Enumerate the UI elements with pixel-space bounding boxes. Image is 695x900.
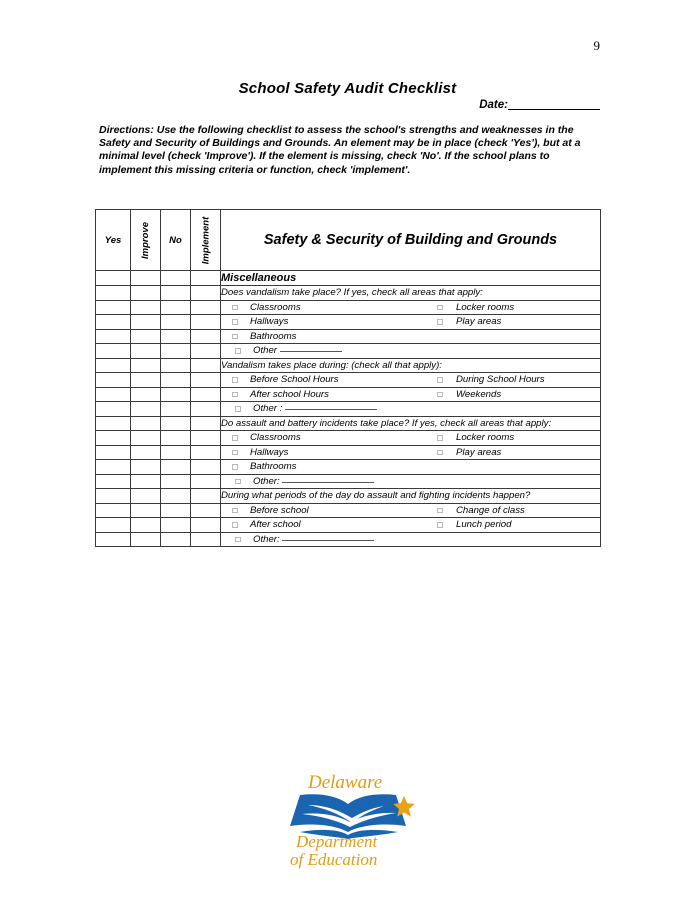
option-label-right: During School Hours	[456, 374, 545, 385]
question-text: Does vandalism take place? If yes, check all areas that apply:	[221, 286, 601, 301]
cell-no[interactable]	[161, 416, 191, 431]
cell-yes[interactable]	[96, 503, 131, 518]
cell-improve[interactable]	[131, 518, 161, 533]
option-label-right: Lunch period	[456, 519, 512, 530]
cell-improve[interactable]	[131, 431, 161, 446]
option-row	[96, 387, 601, 402]
cell-no[interactable]	[161, 329, 191, 344]
cell-yes[interactable]	[96, 329, 131, 344]
question-row	[96, 358, 601, 373]
question-text: Vandalism takes place during: (check all that apply):	[221, 358, 601, 373]
cell-improve[interactable]	[131, 329, 161, 344]
option-label-left: Before School Hours	[250, 374, 339, 385]
cell-yes[interactable]	[96, 344, 131, 359]
cell-improve[interactable]	[131, 300, 161, 315]
option-row	[96, 300, 601, 315]
checkbox-icon[interactable]	[437, 522, 443, 528]
date-input-line[interactable]	[508, 109, 600, 110]
checkbox-icon[interactable]	[437, 435, 443, 441]
section-title: Miscellaneous	[221, 271, 601, 286]
cell-implement[interactable]	[191, 387, 221, 402]
column-header-improve-label: Improve	[140, 221, 151, 259]
option-label-left: After school Hours	[250, 388, 329, 400]
cell-no[interactable]	[161, 402, 191, 417]
checkbox-icon[interactable]	[232, 508, 238, 514]
cell-yes[interactable]	[96, 416, 131, 431]
cell-implement[interactable]	[191, 474, 221, 489]
write-in-line[interactable]	[282, 540, 374, 541]
option-cell	[221, 503, 601, 518]
cell-no[interactable]	[161, 344, 191, 359]
page-title: School Safety Audit Checklist	[238, 80, 457, 97]
option-cell	[221, 431, 601, 446]
option-row	[96, 402, 601, 417]
checkbox-icon[interactable]	[437, 508, 443, 514]
option-label-right: Locker rooms	[456, 432, 515, 443]
cell-yes[interactable]	[96, 300, 131, 315]
checkbox-icon[interactable]	[437, 377, 443, 383]
cell-improve[interactable]	[131, 460, 161, 475]
option-label-left: Other	[253, 344, 342, 358]
cell-improve[interactable]	[131, 532, 161, 547]
cell-improve[interactable]	[131, 358, 161, 373]
option-cell	[221, 300, 601, 315]
date-label: Date:	[479, 99, 508, 111]
option-label-left: Other :	[253, 402, 377, 416]
option-row	[96, 329, 601, 344]
question-text: Do assault and battery incidents take place? If yes, check all areas that apply:	[221, 416, 601, 431]
cell-yes[interactable]	[96, 532, 131, 547]
question-row	[96, 416, 601, 431]
option-cell	[221, 474, 601, 489]
checkbox-icon[interactable]	[437, 319, 443, 325]
option-row	[96, 344, 601, 359]
option-row	[96, 315, 601, 330]
option-label-left: Bathrooms	[250, 330, 297, 342]
option-label-left: Hallways	[250, 316, 289, 327]
option-row	[96, 474, 601, 489]
audit-checklist-table	[95, 209, 601, 547]
option-cell	[221, 344, 601, 359]
cell-no[interactable]	[161, 489, 191, 504]
cell-improve[interactable]	[131, 445, 161, 460]
cell-yes[interactable]	[96, 402, 131, 417]
cell-improve[interactable]	[131, 387, 161, 402]
option-cell	[221, 402, 601, 417]
question-row	[96, 286, 601, 301]
cell-implement[interactable]	[191, 329, 221, 344]
checkbox-icon[interactable]	[437, 450, 443, 456]
option-cell	[221, 373, 601, 388]
option-label-right: Play areas	[456, 316, 502, 327]
option-row	[96, 460, 601, 475]
option-cell	[221, 518, 601, 533]
checkbox-icon[interactable]	[235, 537, 241, 543]
cell-no[interactable]	[161, 460, 191, 475]
checkbox-icon[interactable]	[232, 435, 238, 441]
cell-improve[interactable]	[131, 286, 161, 301]
option-cell	[221, 329, 601, 344]
cell-no[interactable]	[161, 503, 191, 518]
cell-implement[interactable]	[191, 344, 221, 359]
option-label-left: Other:	[253, 533, 374, 547]
cell-improve[interactable]	[131, 344, 161, 359]
option-cell	[221, 460, 601, 475]
cell-implement[interactable]	[191, 532, 221, 547]
cell-no[interactable]	[161, 373, 191, 388]
cell-yes[interactable]	[96, 460, 131, 475]
option-label-right: Weekends	[456, 388, 502, 400]
option-label-left: Before school	[250, 504, 309, 516]
cell-implement[interactable]	[191, 489, 221, 504]
logo-text-delaware: Delaware	[308, 772, 383, 793]
write-in-line[interactable]	[282, 482, 374, 483]
cell-implement[interactable]	[191, 271, 221, 286]
option-cell	[221, 445, 601, 460]
cell-improve[interactable]	[131, 474, 161, 489]
cell-implement[interactable]	[191, 373, 221, 388]
cell-no[interactable]	[161, 532, 191, 547]
checkbox-icon[interactable]	[232, 305, 238, 311]
cell-no[interactable]	[161, 518, 191, 533]
table-body	[96, 210, 601, 547]
cell-implement[interactable]	[191, 286, 221, 301]
cell-implement[interactable]	[191, 503, 221, 518]
checkbox-icon[interactable]	[235, 479, 241, 485]
cell-improve[interactable]	[131, 315, 161, 330]
checkbox-icon[interactable]	[232, 392, 238, 398]
checkbox-icon[interactable]	[232, 464, 238, 470]
checkbox-icon[interactable]	[437, 392, 443, 398]
column-header-no: No	[161, 210, 191, 271]
cell-implement[interactable]	[191, 402, 221, 417]
checkbox-icon[interactable]	[232, 522, 238, 528]
option-row	[96, 445, 601, 460]
logo-text-of-education: of Education	[290, 850, 378, 869]
cell-improve[interactable]	[131, 489, 161, 504]
cell-yes[interactable]	[96, 358, 131, 373]
cell-yes[interactable]	[96, 271, 131, 286]
delaware-doe-logo	[278, 772, 418, 877]
cell-improve[interactable]	[131, 402, 161, 417]
cell-no[interactable]	[161, 286, 191, 301]
cell-no[interactable]	[161, 300, 191, 315]
option-label-left: Bathrooms	[250, 461, 297, 472]
checkbox-icon[interactable]	[232, 319, 238, 325]
option-label-left: Classrooms	[250, 432, 301, 443]
column-header-main: Safety & Security of Building and Grounds	[221, 210, 601, 271]
date-field-group	[0, 99, 600, 111]
option-label-left: Hallways	[250, 446, 289, 458]
option-label-right: Change of class	[456, 504, 525, 516]
cell-improve[interactable]	[131, 271, 161, 286]
option-row	[96, 532, 601, 547]
cell-yes[interactable]	[96, 474, 131, 489]
option-row	[96, 431, 601, 446]
checkbox-icon[interactable]	[437, 305, 443, 311]
cell-implement[interactable]	[191, 518, 221, 533]
option-row	[96, 373, 601, 388]
audit-checklist-table-wrapper	[95, 209, 600, 547]
column-header-yes: Yes	[96, 210, 131, 271]
option-label-left: Classrooms	[250, 301, 301, 313]
option-row	[96, 518, 601, 533]
cell-no[interactable]	[161, 271, 191, 286]
cell-implement[interactable]	[191, 358, 221, 373]
cell-improve[interactable]	[131, 503, 161, 518]
write-in-line[interactable]	[285, 409, 377, 410]
checkbox-icon[interactable]	[232, 450, 238, 456]
checkbox-icon[interactable]	[232, 377, 238, 383]
page-number: 9	[593, 38, 600, 53]
cell-implement[interactable]	[191, 445, 221, 460]
question-text: During what periods of the day do assault and fighting incidents happen?	[221, 489, 601, 504]
cell-implement[interactable]	[191, 460, 221, 475]
checkbox-icon[interactable]	[232, 334, 238, 340]
write-in-line[interactable]	[280, 351, 342, 352]
cell-no[interactable]	[161, 445, 191, 460]
column-header-improve	[131, 210, 161, 271]
option-label-right: Locker rooms	[456, 301, 515, 313]
cell-implement[interactable]	[191, 315, 221, 330]
option-label-left: Other:	[253, 475, 374, 489]
option-label-right: Play areas	[456, 446, 502, 458]
cell-no[interactable]	[161, 315, 191, 330]
option-row	[96, 503, 601, 518]
option-label-left: After school	[250, 519, 301, 530]
cell-implement[interactable]	[191, 431, 221, 446]
cell-yes[interactable]	[96, 286, 131, 301]
cell-improve[interactable]	[131, 373, 161, 388]
cell-no[interactable]	[161, 387, 191, 402]
logo-text-department: Department	[296, 832, 378, 851]
option-cell	[221, 315, 601, 330]
option-cell	[221, 532, 601, 547]
cell-improve[interactable]	[131, 416, 161, 431]
directions-text: Directions: Use the following checklist to assess the school's strengths and weaknesses in the Safety and Security of Buildings and Grounds. An element may be in place (check 'Yes'), but at a minimal level (check 'Improve'). If the element is missing, check 'No'. If the school plans to implement this missing criteria or function, check 'implement'.	[99, 124, 581, 176]
cell-yes[interactable]	[96, 518, 131, 533]
option-cell	[221, 387, 601, 402]
column-header-implement	[191, 210, 221, 271]
cell-yes[interactable]	[96, 315, 131, 330]
checkbox-icon[interactable]	[235, 406, 241, 412]
cell-no[interactable]	[161, 358, 191, 373]
checkbox-icon[interactable]	[235, 348, 241, 354]
cell-yes[interactable]	[96, 489, 131, 504]
cell-implement[interactable]	[191, 300, 221, 315]
cell-yes[interactable]	[96, 431, 131, 446]
cell-no[interactable]	[161, 431, 191, 446]
cell-yes[interactable]	[96, 387, 131, 402]
table-header-row	[96, 210, 601, 271]
section-header-row	[96, 271, 601, 286]
cell-no[interactable]	[161, 474, 191, 489]
cell-yes[interactable]	[96, 445, 131, 460]
question-row	[96, 489, 601, 504]
cell-yes[interactable]	[96, 373, 131, 388]
column-header-implement-label: Implement	[200, 216, 212, 264]
cell-implement[interactable]	[191, 416, 221, 431]
